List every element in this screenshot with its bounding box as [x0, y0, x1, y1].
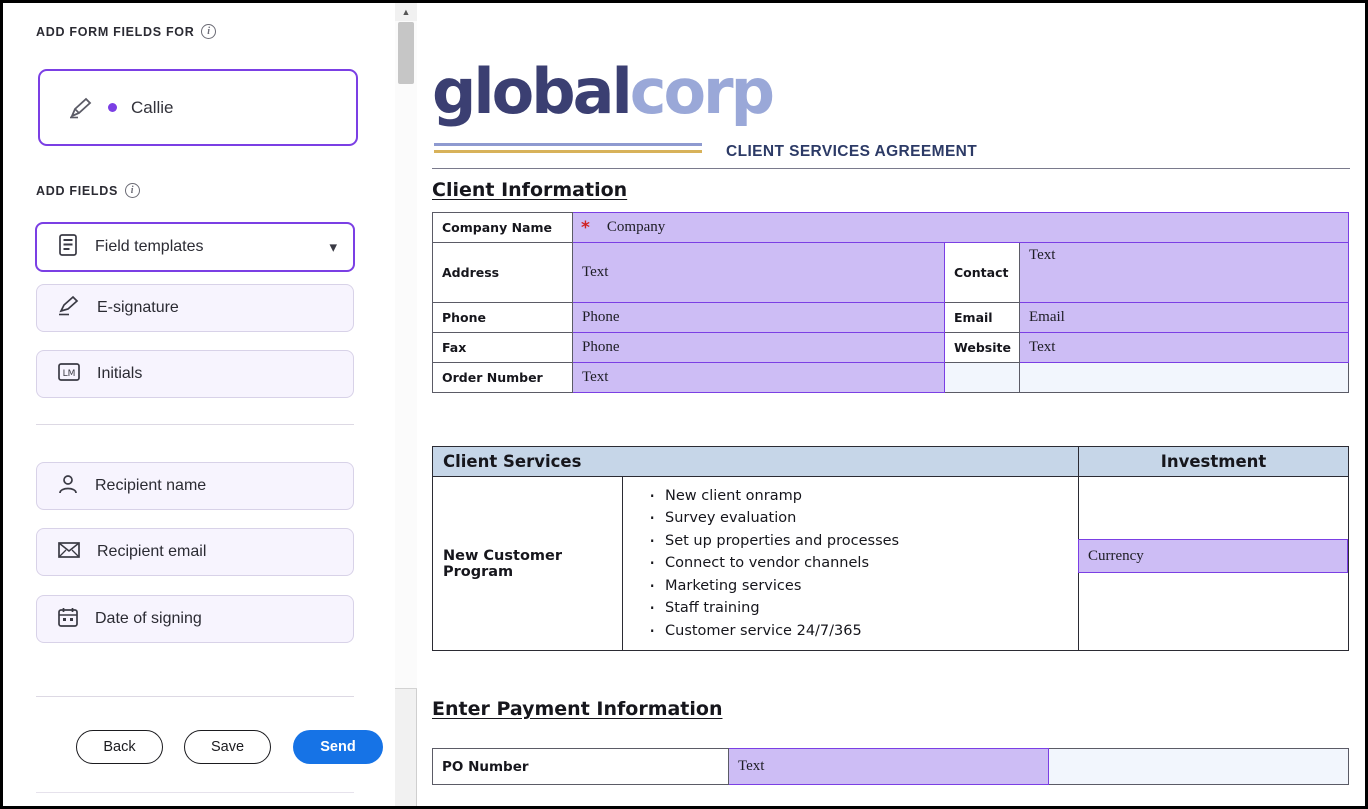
list-item: · Customer service 24/7/365 [649, 620, 1078, 642]
service-program-name: New Customer Program [433, 477, 623, 651]
sidebar-divider-3 [36, 792, 354, 793]
esignature-field-button[interactable] [36, 284, 354, 332]
list-item: · Connect to vendor channels [649, 552, 1078, 574]
field-company-name[interactable] [573, 213, 1349, 243]
add-fields-label [36, 183, 140, 198]
add-form-fields-text: ADD FORM FIELDS FOR [36, 24, 195, 39]
field-templates-dropdown[interactable] [35, 222, 355, 272]
svg-text:LM: LM [62, 368, 76, 379]
list-item: · Set up properties and processes [649, 530, 1078, 552]
table-row [433, 213, 1349, 243]
recipient-name-label: Recipient name [95, 477, 207, 494]
field-contact[interactable] [1020, 243, 1349, 303]
heading-client-information: Client Information [432, 179, 628, 201]
label-email: Email [945, 303, 1020, 333]
form-fields-sidebar [3, 3, 395, 806]
scrollbar-track[interactable] [395, 21, 417, 688]
initials-field-button[interactable] [36, 350, 354, 398]
scrollbar-divider [395, 688, 417, 689]
add-fields-text: ADD FIELDS [36, 183, 118, 198]
investment-cell [1079, 477, 1349, 651]
field-company-name-value: Company [606, 219, 666, 235]
list-item: · Staff training [649, 597, 1078, 619]
signature-icon [57, 295, 81, 322]
add-form-fields-label [36, 24, 216, 39]
table-row [433, 243, 1349, 303]
esignature-label: E-signature [97, 299, 179, 316]
save-button[interactable]: Save [184, 730, 271, 764]
field-address[interactable] [573, 243, 945, 303]
info-icon[interactable]: i [201, 24, 216, 39]
heading-enter-payment-information: Enter Payment Information [432, 698, 723, 720]
envelope-icon [57, 540, 81, 565]
logo-underline-gold [434, 150, 702, 153]
field-fax[interactable] [573, 333, 945, 363]
field-fax-value: Phone [582, 339, 620, 355]
person-icon [57, 473, 79, 500]
scroll-up-arrow-icon[interactable]: ▲ [395, 3, 417, 21]
field-contact-value: Text [1029, 247, 1056, 263]
services-header-investment: Investment [1079, 447, 1349, 477]
field-templates-label: Field templates [95, 238, 204, 255]
recipient-email-label: Recipient email [97, 543, 207, 560]
services-header-left: Client Services [433, 447, 1079, 477]
table-row [433, 363, 1349, 393]
table-row [433, 477, 1349, 651]
empty-cell-2 [1020, 363, 1349, 393]
table-row [433, 749, 1349, 785]
sidebar-divider-2 [36, 696, 354, 697]
field-po-number[interactable] [729, 749, 1049, 785]
field-order-number[interactable] [573, 363, 945, 393]
recipient-card-callie[interactable] [38, 69, 358, 146]
label-contact: Contact [945, 243, 1020, 303]
label-po-number: PO Number [433, 749, 729, 785]
initials-icon [57, 361, 81, 388]
table-row-header [433, 447, 1349, 477]
recipient-name: Callie [131, 97, 174, 117]
field-investment-currency[interactable] [1078, 539, 1348, 573]
scrollbar-thumb[interactable] [398, 22, 414, 84]
field-website-value: Text [1029, 339, 1056, 355]
field-phone-value: Phone [582, 309, 620, 325]
list-item: · Marketing services [649, 575, 1078, 597]
chevron-down-icon[interactable]: ▾ [329, 239, 337, 256]
empty-cell-3 [1049, 749, 1349, 785]
field-email-value: Email [1029, 309, 1065, 325]
logo-underline-blue [434, 143, 702, 146]
header-rule [432, 168, 1350, 169]
client-information-table [432, 212, 1349, 393]
label-company-name: Company Name [433, 213, 573, 243]
calendar-icon [57, 606, 79, 633]
back-button[interactable]: Back [76, 730, 163, 764]
field-email[interactable] [1020, 303, 1349, 333]
field-investment-value: Currency [1088, 547, 1144, 564]
document-icon [57, 233, 79, 262]
globalcorp-logo [432, 55, 773, 128]
label-website: Website [945, 333, 1020, 363]
date-of-signing-label: Date of signing [95, 610, 202, 627]
initials-label: Initials [97, 365, 143, 382]
empty-cell-1 [945, 363, 1020, 393]
document-scrollbar[interactable] [395, 3, 417, 806]
label-fax: Fax [433, 333, 573, 363]
date-of-signing-field-button[interactable] [36, 595, 354, 643]
logo-text-global: global [432, 55, 630, 128]
client-services-table [432, 446, 1349, 651]
label-order-number: Order Number [433, 363, 573, 393]
field-order-number-value: Text [582, 369, 609, 385]
field-website[interactable] [1020, 333, 1349, 363]
document-preview[interactable] [418, 3, 1365, 806]
list-item: · New client onramp [649, 485, 1078, 507]
table-row [433, 333, 1349, 363]
field-address-value: Text [582, 264, 609, 280]
recipient-email-field-button[interactable] [36, 528, 354, 576]
list-item: · Survey evaluation [649, 507, 1078, 529]
required-marker: * [581, 217, 590, 238]
signature-pen-icon [68, 96, 94, 120]
agreement-title: CLIENT SERVICES AGREEMENT [726, 143, 978, 160]
sidebar-divider-1 [36, 424, 354, 425]
payment-information-table [432, 748, 1349, 785]
label-phone: Phone [433, 303, 573, 333]
service-items-list [623, 477, 1079, 651]
recipient-color-dot [108, 103, 117, 112]
info-icon-fields[interactable]: i [125, 183, 140, 198]
table-row [433, 303, 1349, 333]
logo-text-corp: corp [629, 55, 773, 128]
send-button[interactable]: Send [293, 730, 383, 764]
field-po-number-value: Text [738, 758, 765, 774]
field-phone[interactable] [573, 303, 945, 333]
recipient-name-field-button[interactable] [36, 462, 354, 510]
label-address: Address [433, 243, 573, 303]
